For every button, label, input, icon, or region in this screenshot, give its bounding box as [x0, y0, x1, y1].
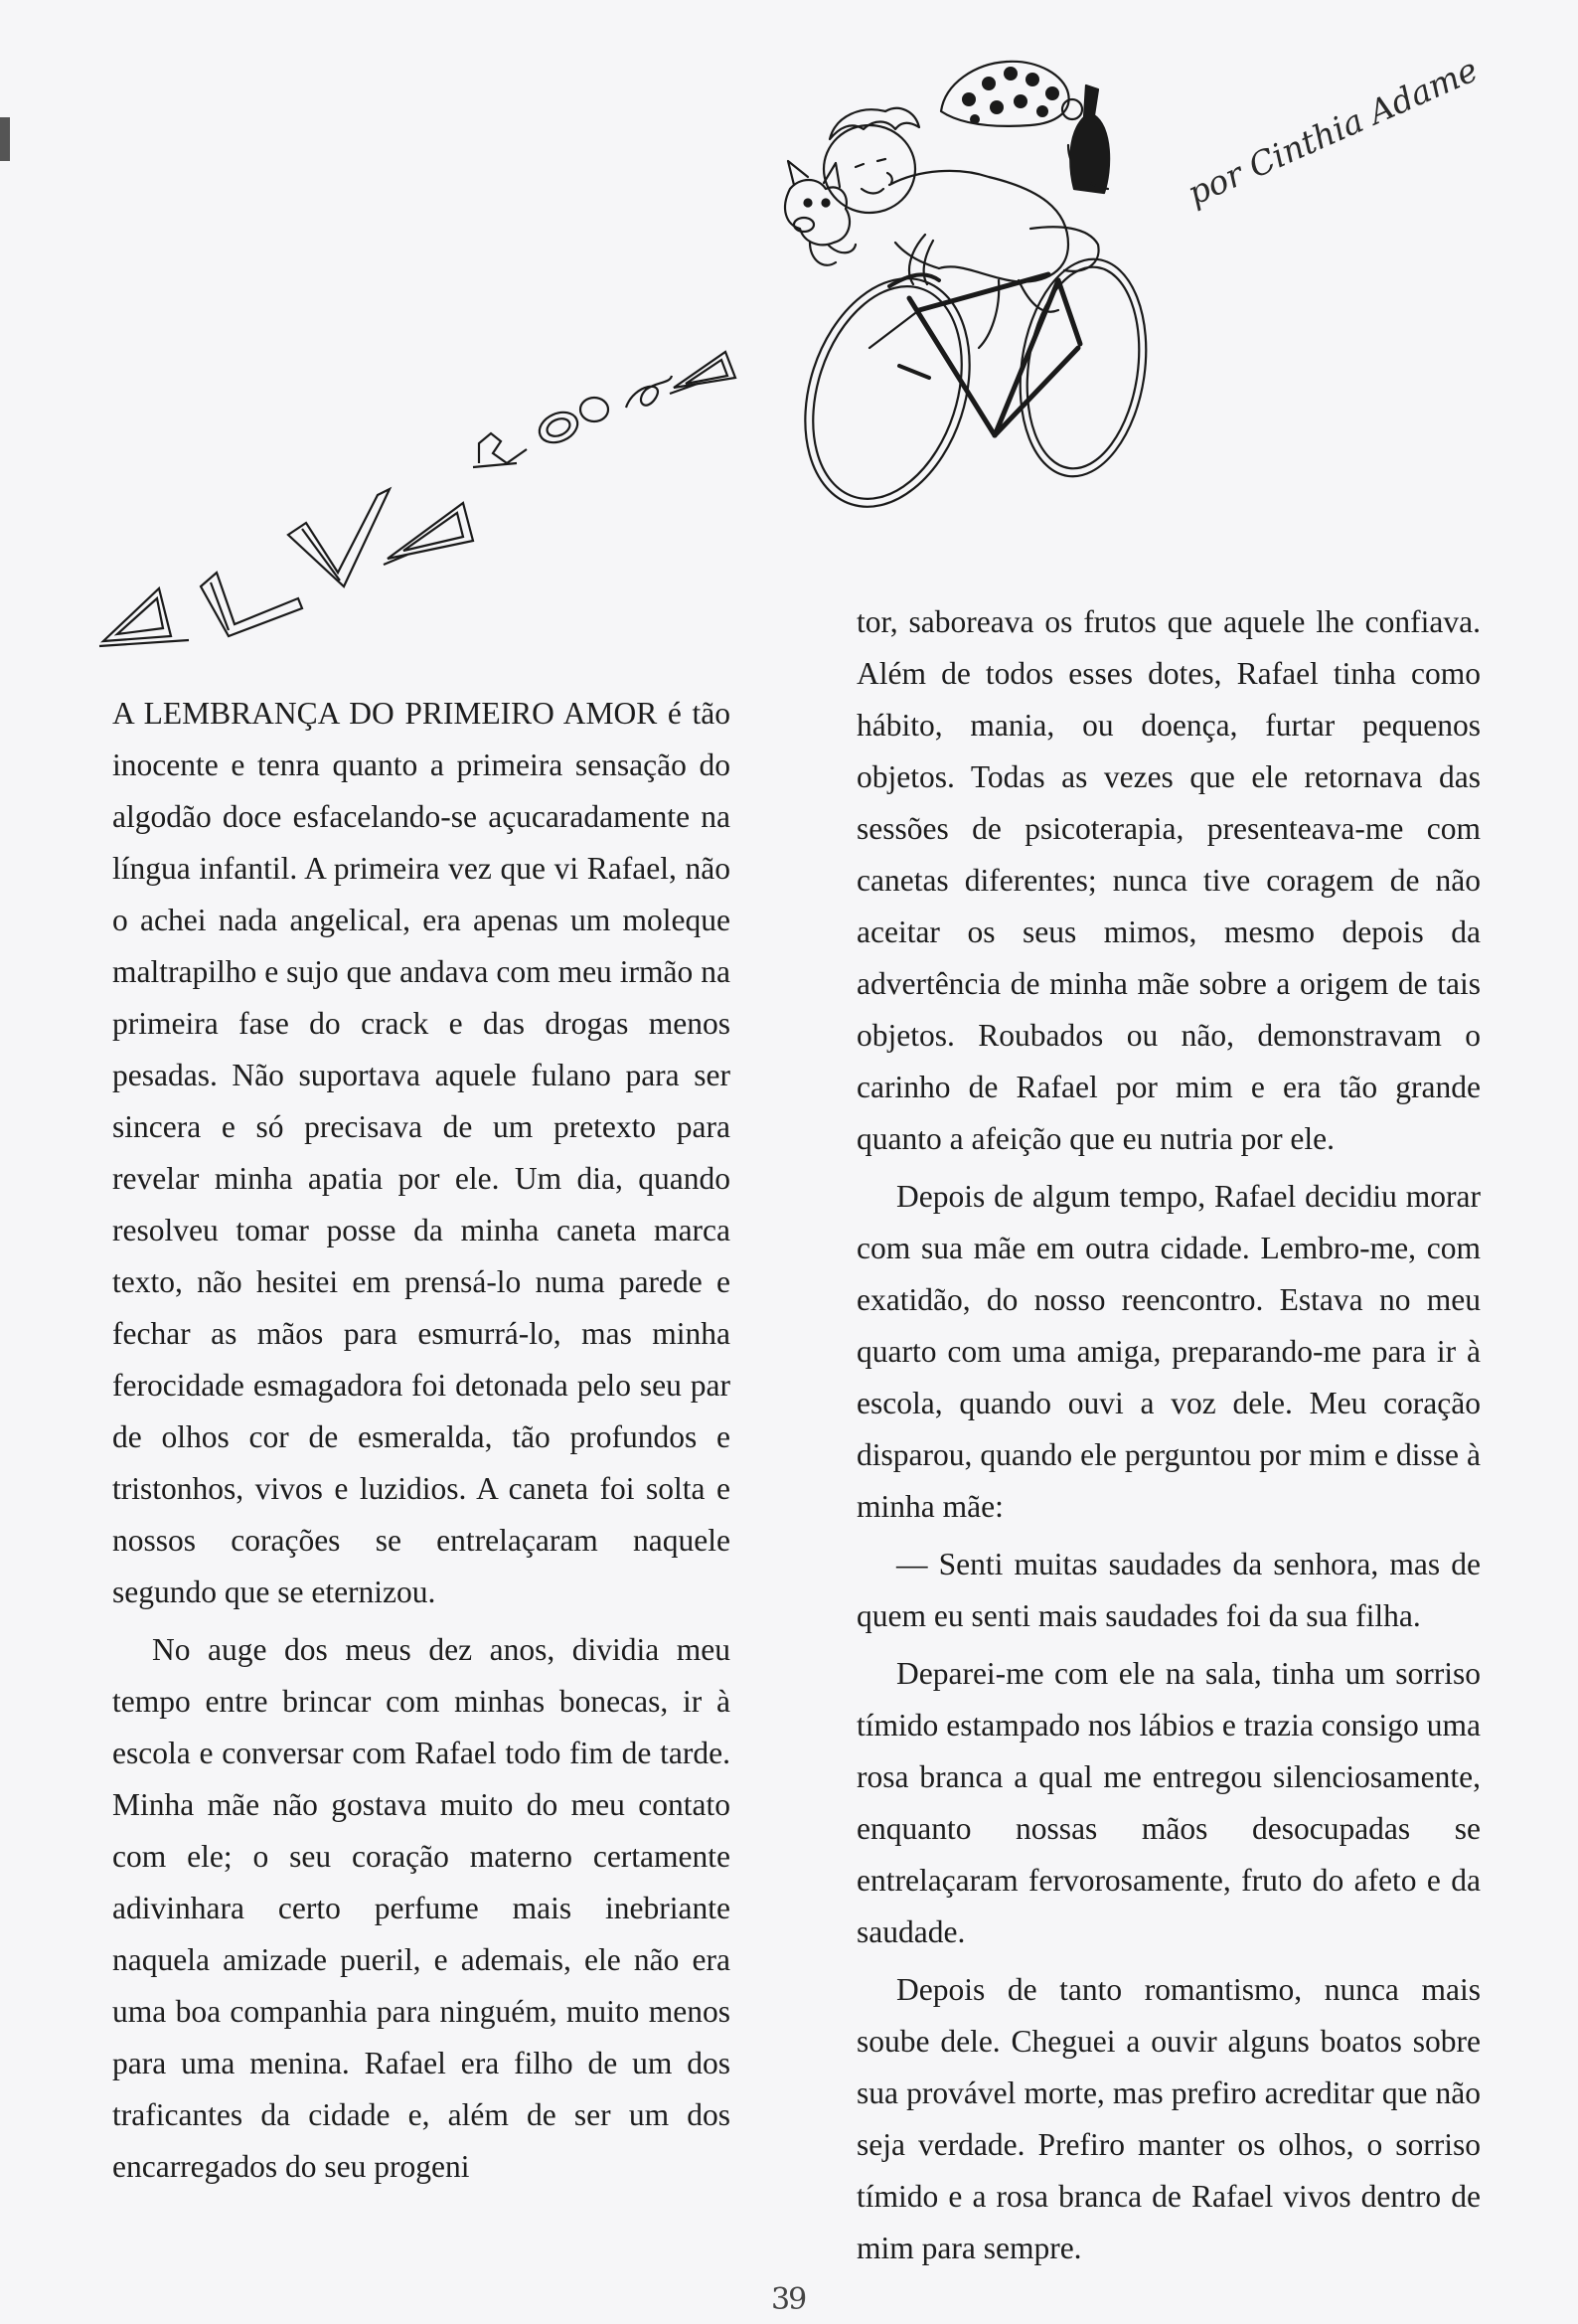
title-letter-a2 — [384, 503, 473, 565]
page-number: 39 — [771, 2282, 806, 2317]
dialogue-paragraph: — Senti muitas saudades da senhora, mas de quem eu senti mais saudades foi da sua filha. — [857, 1547, 1481, 1633]
article-title — [89, 338, 765, 676]
paragraph: Deparei-me com ele na sala, tinha um sorriso tímido estampado nos lábios e trazia consigo uma rosa branca a qual me entregou silenciosamente, enquanto nossas mãos desocupadas se entrelaçaram fervorosamente, fruto do afeto e da saudade. — [857, 1656, 1481, 1949]
title-letter-r — [473, 433, 527, 467]
title-letter-s — [626, 376, 672, 408]
paragraph: No auge dos meus dez anos, dividia meu tempo entre brincar com minhas bonecas, ir à escola e conversar com Rafael todo fim de tarde. Minha mãe não gostava muito do meu contato com ele; o seu coração materno certamente adivinhara certo perfume mais inebriante naquela amizade pueril, e ademais, ele não era uma boa companhia para ninguém, muito menos para uma menina. Rafael era filho de um dos traficantes da cidade e, além de ser um dos encarregados do seu progeni — [112, 1632, 730, 2184]
article-column-right — [857, 596, 1481, 2274]
bottle — [1070, 85, 1109, 193]
rear-wheel — [1007, 250, 1159, 484]
title-letter-a1 — [99, 588, 189, 646]
author-byline: por Cinthia Adame — [1182, 50, 1484, 214]
paragraph: A LEMBRANÇA DO PRIMEIRO AMOR é tão inocente e tenra quanto a primeira sensação do algodão doce esfacelando-se açucaradamente na língua infantil. A primeira vez que vi Rafael, não o achei nada angelical, era apenas um moleque maltrapilho e sujo que andava com meu irmão na primeira fase do crack e das drogas menos pesadas. Não suportava aquele fulano para ser sincera e só precisava de um pretexto para revelar minha apatia por ele. Um dia, quando resolveu tomar posse da minha caneta marca texto, não hesitei em prensá-lo numa parede e fechar as mãos para esmurrá-lo, mas minha ferocidade esmagadora foi detonada pelo seu par de olhos cor de esmeralda, tão profundos e tristonhos, vivos e luzidios. A caneta foi solta e nossos corações se entrelaçaram naquele segundo que se eternizou. — [112, 696, 730, 1609]
paragraph: Depois de algum tempo, Rafael decidiu morar com sua mãe em outra cidade. Lembro-me, com exatidão, do nosso reencontro. Estava no meu quarto com uma amiga, preparando-me para ir à escola, quando ouvi a voz dele. Meu coração disparou, quando ele perguntou por mim e disse à minha mãe: — [857, 1179, 1481, 1524]
article-column-left — [112, 688, 730, 2193]
paragraph: Depois de tanto romantismo, nunca mais soube dele. Cheguei a ouvir alguns boatos sobre sua provável morte, mas prefiro acreditar que não seja verdade. Prefiro manter os olhos, o sorriso tímido e a rosa branca de Rafael vivos dentro de mim para sempre. — [857, 1972, 1481, 2265]
boy-on-bicycle-illustration — [770, 50, 1187, 517]
title-letter-o1 — [535, 407, 582, 448]
title-letter-a3 — [670, 352, 735, 394]
dog — [785, 180, 850, 245]
scan-edge-mark — [0, 117, 10, 161]
title-letter-v — [288, 489, 390, 586]
title-letter-l — [201, 573, 302, 636]
paragraph: tor, saboreava os frutos que aquele lhe confiava. Além de todos esses dotes, Rafael tinha como hábito, mania, ou doença, furtar pequenos objetos. Todas as vezes que ele retornava das sessões de psicoterapia, presenteava-me com canetas diferentes; nunca tive coragem de não aceitar os seus mimos, mesmo depois da advertência de minha mãe sobre a origem de tais objetos. Roubados ou não, demonstravam o carinho de Rafael por mim e era tão grande quanto a afeição que eu nutria por ele. — [857, 604, 1481, 1156]
title-letter-o2 — [580, 398, 608, 421]
